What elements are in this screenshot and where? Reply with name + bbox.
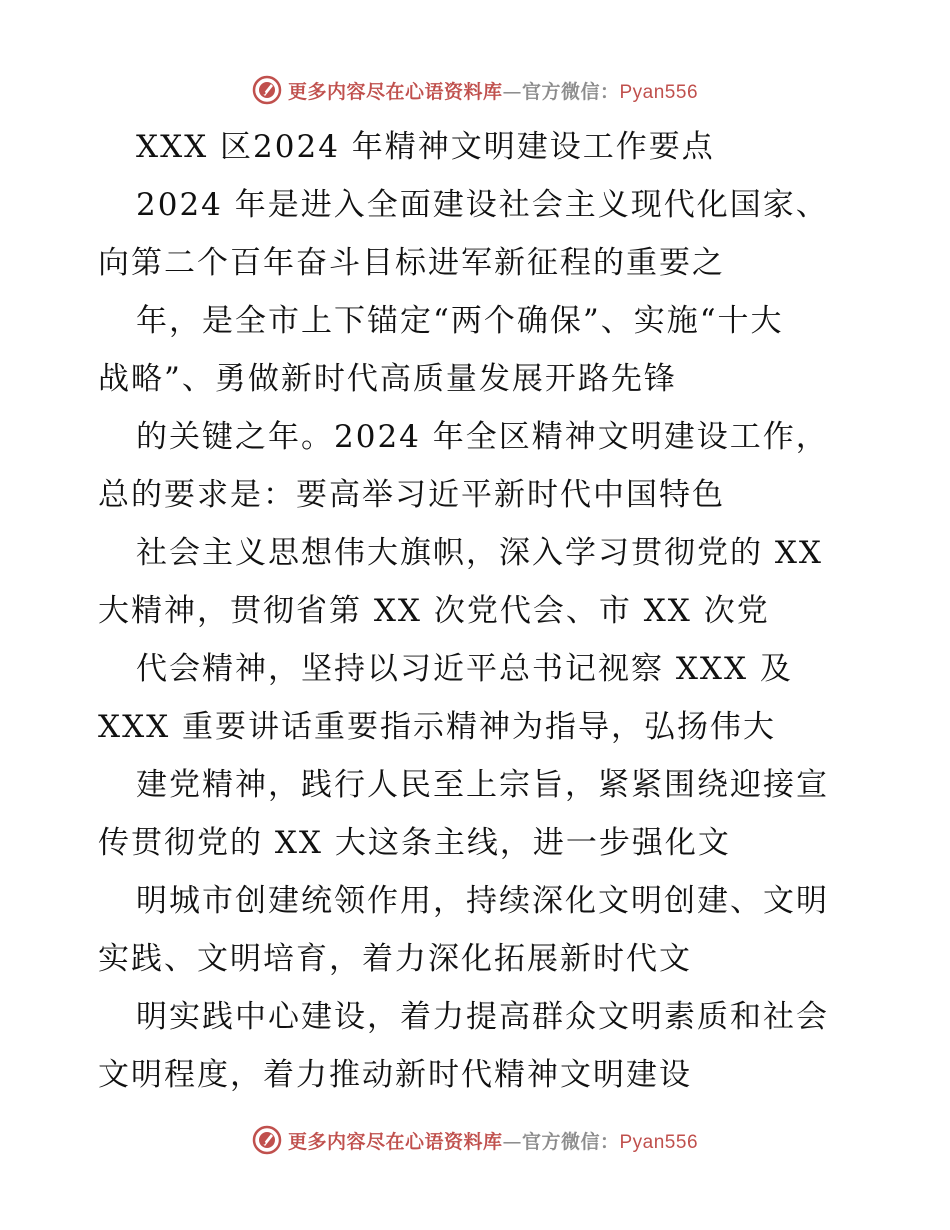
text-line: 实践、文明培育，着力深化拓展新时代文: [98, 941, 692, 977]
text-line: 文明程度，着力推动新时代精神文明建设: [98, 1057, 692, 1093]
banner-dash: —: [502, 1130, 522, 1153]
text-line: 建党精神，践行人民至上宗旨，紧紧围绕迎接宣: [136, 767, 829, 803]
text-line: XXX 重要讲话重要指示精神为指导，弘扬伟大: [98, 709, 777, 745]
text-line: 的关键之年。2024 年全区精神文明建设工作，: [136, 419, 829, 455]
text-line: 总的要求是：要高举习近平新时代中国特色: [98, 477, 725, 513]
header-banner: [0, 70, 950, 110]
text-line: 明城市创建统领作用，持续深化文明创建、文明: [136, 883, 829, 919]
text-line: 传贯彻党的 XX 大这条主线，进一步强化文: [98, 825, 731, 861]
pen-nib-logo-icon: [252, 1125, 282, 1155]
document-body: [98, 118, 868, 1104]
banner-text: [288, 1127, 698, 1154]
banner-text: [288, 77, 698, 104]
banner-official-label: 官方微信：: [521, 1130, 620, 1153]
text-line: 明实践中心建设，着力提高群众文明素质和社会: [136, 999, 829, 1035]
footer-banner: [0, 1120, 950, 1160]
banner-dash: —: [502, 80, 522, 103]
banner-wechat-id: Pyan556: [619, 81, 699, 103]
pen-nib-logo-icon: [252, 75, 282, 105]
text-line: 战略”、勇做新时代高质量发展开路先锋: [98, 361, 677, 397]
banner-prefix: 更多内容尽在心语资料库: [287, 80, 503, 103]
document-title: XXX 区2024 年精神文明建设工作要点: [136, 129, 715, 165]
text-line: 大精神，贯彻省第 XX 次党代会、市 XX 次党: [98, 593, 770, 629]
text-line: 年，是全市上下锚定“两个确保”、实施“十大: [136, 303, 784, 339]
text-line: 社会主义思想伟大旗帜，深入学习贯彻党的 XX: [136, 535, 823, 571]
text-line: 2024 年是进入全面建设社会主义现代化国家、: [136, 187, 829, 223]
banner-wechat-id: Pyan556: [619, 1131, 699, 1153]
text-line: 代会精神，坚持以习近平总书记视察 XXX 及: [136, 651, 793, 687]
banner-official-label: 官方微信：: [521, 80, 620, 103]
banner-prefix: 更多内容尽在心语资料库: [287, 1130, 503, 1153]
text-line: 向第二个百年奋斗目标进军新征程的重要之: [98, 245, 725, 281]
